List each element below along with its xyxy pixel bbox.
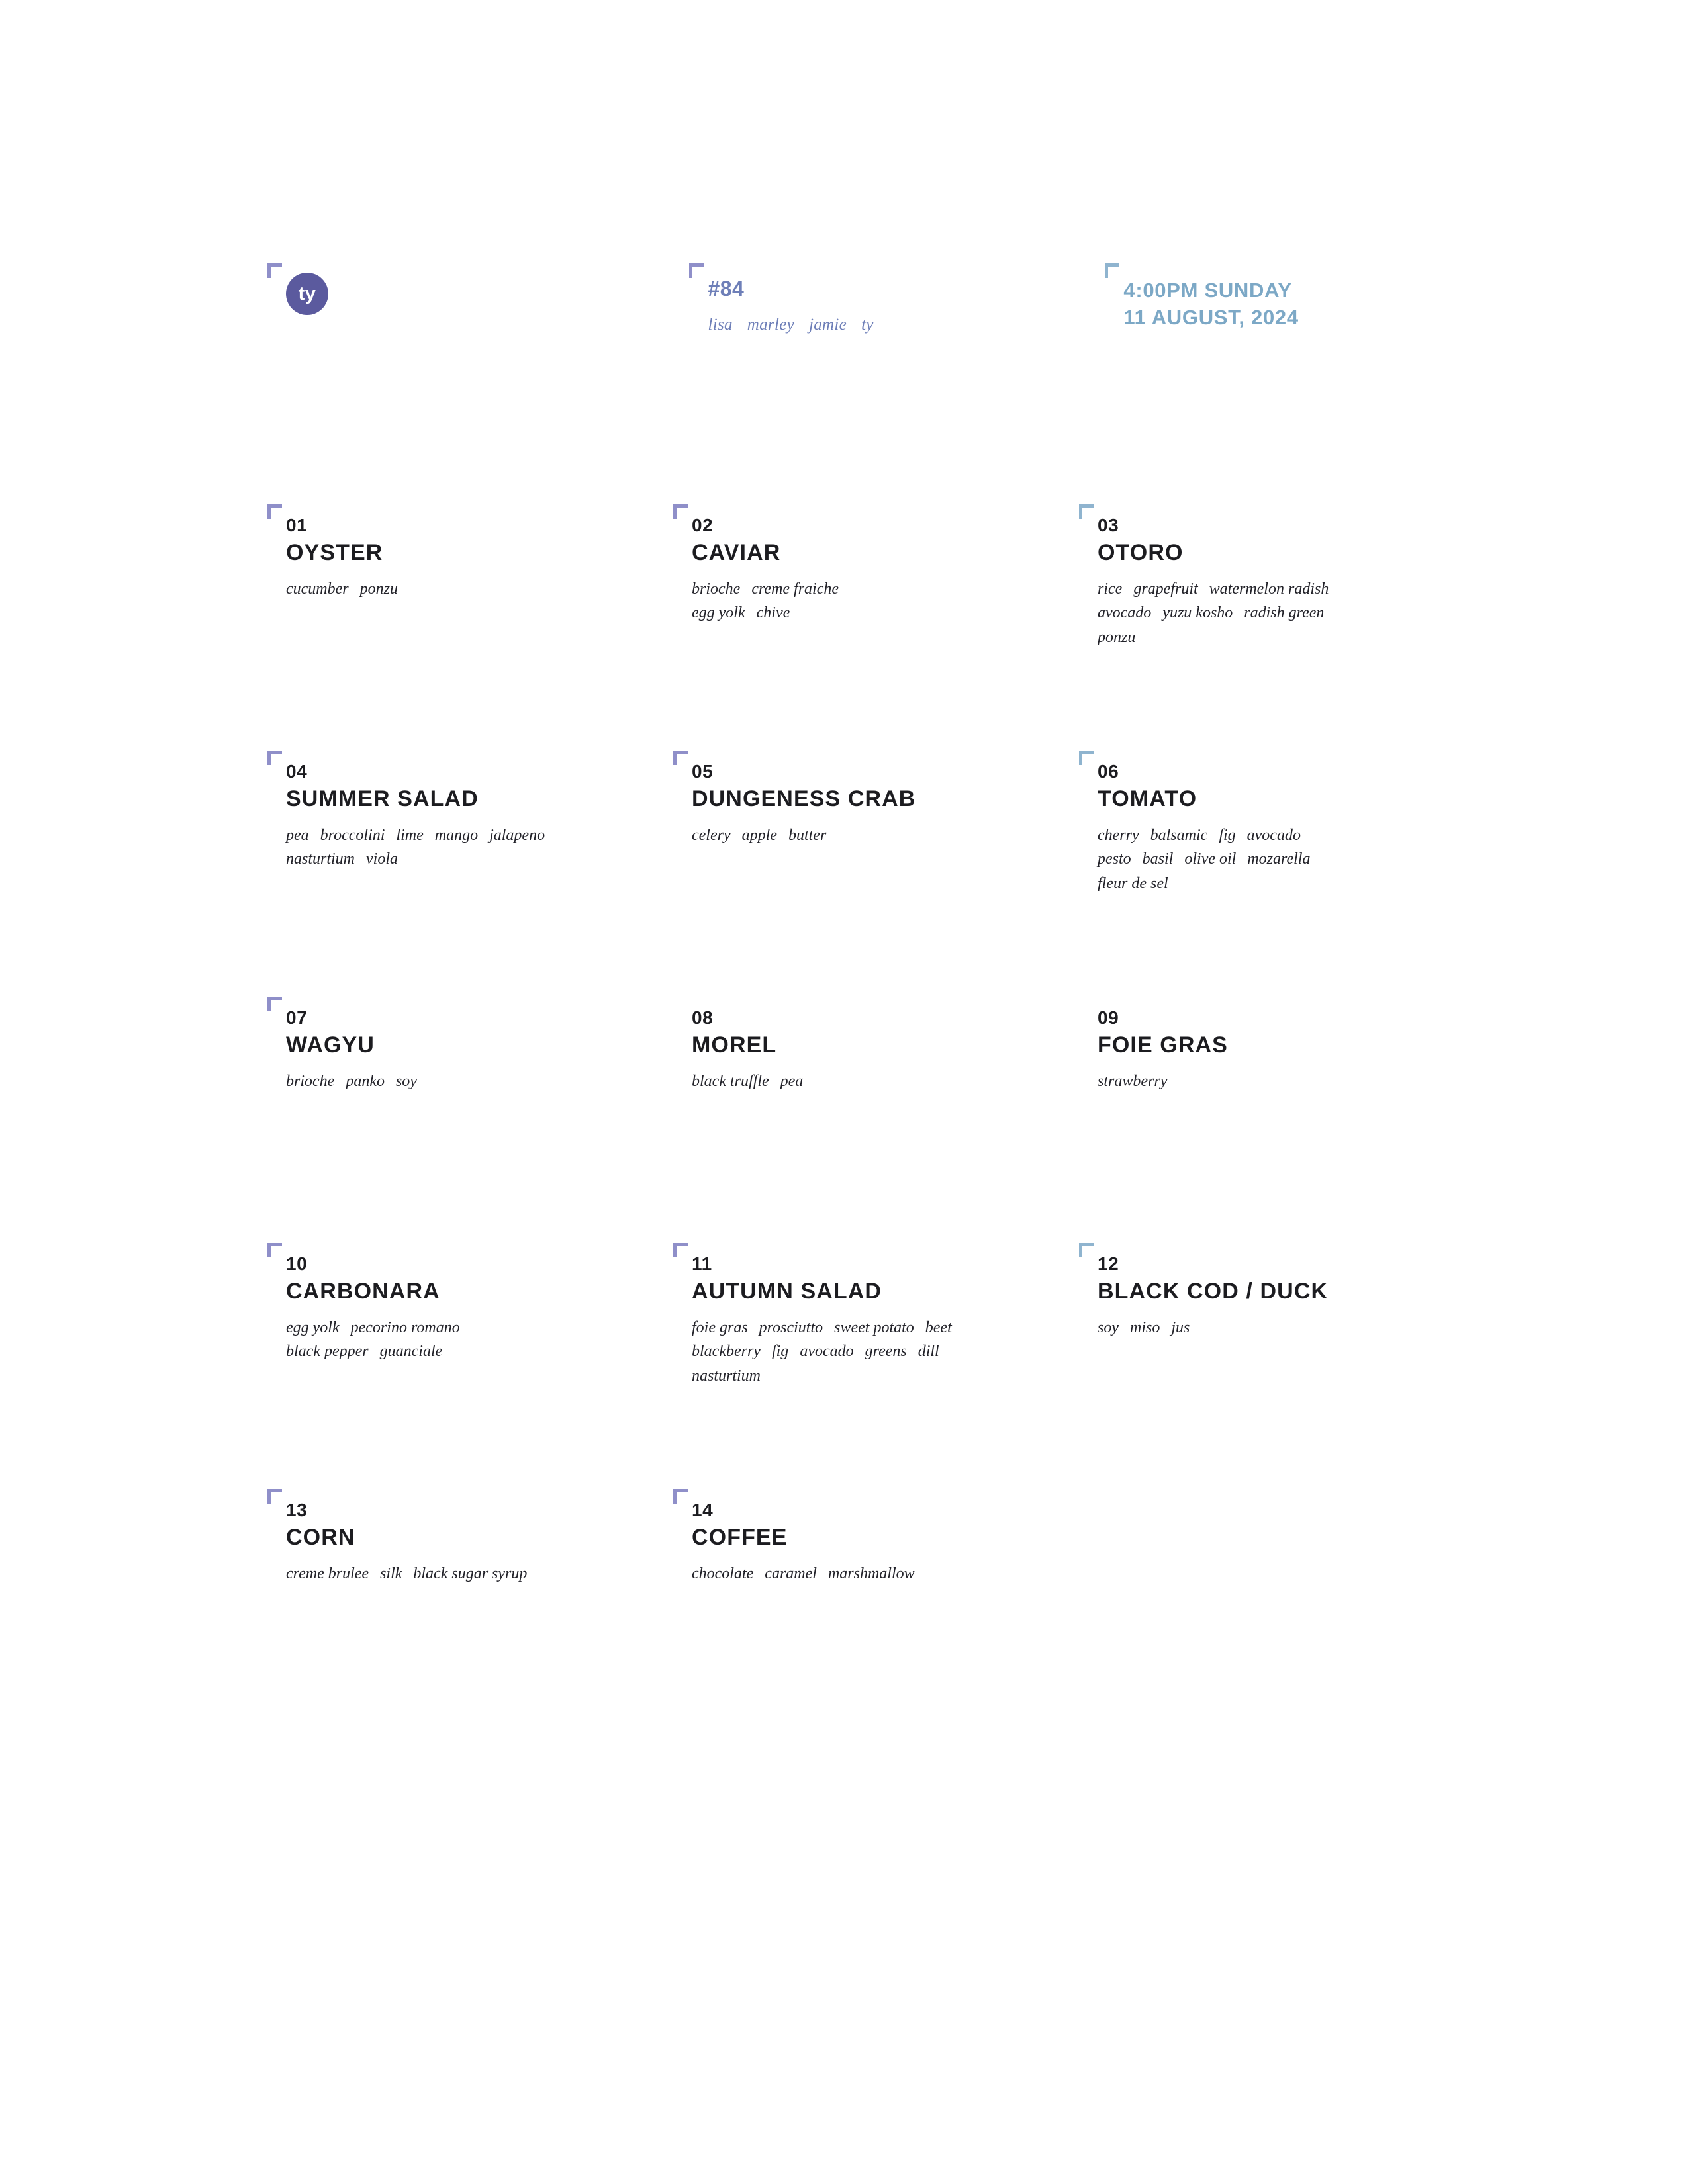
course-ingredients [692, 1316, 976, 1388]
course-item [1079, 751, 1439, 997]
ingredient: jalapeno [489, 826, 545, 844]
course-item [673, 997, 1079, 1243]
meal-number: #84 [708, 277, 745, 300]
course-number: 14 [692, 1500, 714, 1520]
corner-bracket-icon [1105, 263, 1119, 278]
ingredient: fig [771, 1343, 789, 1361]
ingredient: avocado [1246, 826, 1301, 844]
corner-bracket-icon [1079, 504, 1094, 519]
course-number: 02 [692, 515, 714, 535]
course-ingredients [692, 1069, 976, 1093]
course-item [1079, 997, 1439, 1243]
course-title: FOIE GRAS [1098, 1032, 1228, 1058]
course-title: COFFEE [692, 1525, 788, 1550]
course-ingredients [286, 1562, 571, 1586]
guest-name: jamie [809, 316, 847, 334]
corner-bracket-icon [267, 1489, 282, 1504]
course-title: TOMATO [1098, 786, 1197, 811]
course-ingredients [286, 1316, 571, 1364]
ingredient: blackberry [692, 1343, 761, 1361]
ingredient: butter [788, 826, 827, 844]
ingredient: jus [1171, 1318, 1190, 1336]
ingredient: black sugar syrup [413, 1565, 528, 1582]
course-number: 09 [1098, 1007, 1119, 1028]
ingredient: nasturtium [692, 1367, 761, 1385]
course-ingredients [1098, 823, 1382, 895]
ingredient: watermelon radish [1209, 580, 1329, 598]
course-number: 07 [286, 1007, 308, 1028]
ingredient: creme fraiche [751, 580, 839, 598]
corner-bracket-icon [1079, 1243, 1094, 1257]
course-number: 01 [286, 515, 308, 535]
course-title: CORN [286, 1525, 355, 1550]
course-item [673, 751, 1079, 997]
ingredient: marshmallow [827, 1565, 915, 1582]
ingredient: avocado [1098, 604, 1152, 622]
corner-bracket-icon [689, 263, 704, 278]
ingredient: miso [1130, 1318, 1160, 1336]
ingredient: avocado [800, 1343, 854, 1361]
ingredient: mozarella [1247, 850, 1311, 868]
ingredient: pecorino romano [350, 1318, 460, 1336]
course-title: MOREL [692, 1032, 777, 1058]
course-title: WAGYU [286, 1032, 375, 1058]
course-title: CAVIAR [692, 540, 781, 565]
course-item [267, 751, 673, 997]
ingredient: guanciale [379, 1343, 443, 1361]
course-item [267, 504, 673, 751]
event-datetime [1123, 277, 1432, 331]
ingredient: black pepper [286, 1343, 369, 1361]
ingredient: soy [1098, 1318, 1119, 1336]
ingredient: chocolate [692, 1565, 754, 1582]
course-number: 10 [286, 1253, 308, 1274]
course-grid [267, 504, 1439, 1735]
header-meal-column [689, 263, 1105, 334]
ingredient: ponzu [359, 580, 398, 598]
ingredient: rice [1098, 580, 1123, 598]
course-title: BLACK COD / DUCK [1098, 1279, 1329, 1304]
ingredient: strawberry [1098, 1072, 1168, 1090]
ingredient: pesto [1098, 850, 1131, 868]
course-ingredients [692, 823, 976, 847]
course-number: 03 [1098, 515, 1119, 535]
course-title: AUTUMN SALAD [692, 1279, 882, 1304]
ingredient: viola [366, 850, 399, 868]
ingredient: radish green [1244, 604, 1325, 622]
ingredient: panko [346, 1072, 385, 1090]
corner-bracket-icon [267, 504, 282, 519]
course-title: CARBONARA [286, 1279, 440, 1304]
course-ingredients [1098, 1316, 1382, 1340]
header-logo-column [267, 263, 689, 334]
course-title: OTORO [1098, 540, 1184, 565]
ingredient: chive [756, 604, 790, 622]
ingredient: fleur de sel [1098, 874, 1168, 892]
course-number: 12 [1098, 1253, 1119, 1274]
ingredient: soy [395, 1072, 417, 1090]
corner-bracket-icon [673, 1243, 688, 1257]
corner-bracket-icon [673, 504, 688, 519]
ingredient: prosciutto [759, 1318, 823, 1336]
ingredient: egg yolk [286, 1318, 340, 1336]
course-ingredients [692, 577, 976, 625]
guest-list [708, 316, 1105, 334]
corner-bracket-icon [673, 1489, 688, 1504]
course-ingredients [286, 823, 571, 872]
course-item [267, 1489, 673, 1735]
corner-bracket-icon [267, 263, 282, 278]
course-ingredients [1098, 1069, 1382, 1093]
ingredient: apple [741, 826, 777, 844]
ingredient: celery [692, 826, 731, 844]
ingredient: brioche [286, 1072, 335, 1090]
course-title: SUMMER SALAD [286, 786, 479, 811]
ingredient: caramel [765, 1565, 817, 1582]
guest-name: ty [861, 316, 874, 334]
ingredient: broccolini [320, 826, 385, 844]
course-item [267, 997, 673, 1243]
course-ingredients [286, 1069, 571, 1093]
ingredient: nasturtium [286, 850, 355, 868]
course-ingredients [692, 1562, 976, 1586]
course-item [267, 1243, 673, 1489]
guest-name: marley [747, 316, 795, 334]
course-number: 05 [692, 761, 714, 782]
ingredient: balsamic [1150, 826, 1208, 844]
ingredient: black truffle [692, 1072, 769, 1090]
course-number: 11 [692, 1253, 712, 1274]
event-time: 4:00PM SUNDAY [1123, 279, 1292, 302]
guest-name: lisa [708, 316, 733, 334]
logo-badge: ty [286, 273, 328, 315]
course-ingredients [1098, 577, 1382, 649]
course-ingredients [286, 577, 571, 601]
ingredient: pea [780, 1072, 804, 1090]
ingredient: olive oil [1184, 850, 1237, 868]
ingredient: basil [1142, 850, 1174, 868]
course-number: 06 [1098, 761, 1119, 782]
ingredient: greens [865, 1343, 907, 1361]
event-date: 11 AUGUST, 2024 [1123, 306, 1299, 330]
course-item [1079, 1243, 1439, 1489]
course-title: OYSTER [286, 540, 383, 565]
ingredient: egg yolk [692, 604, 745, 622]
course-number: 13 [286, 1500, 308, 1520]
ingredient: cucumber [286, 580, 349, 598]
course-item [1079, 504, 1439, 751]
ingredient: dill [917, 1343, 939, 1361]
course-item [673, 504, 1079, 751]
menu-header [267, 263, 1432, 334]
corner-bracket-icon [267, 1243, 282, 1257]
ingredient: creme brulee [286, 1565, 369, 1582]
corner-bracket-icon [1079, 751, 1094, 765]
ingredient: foie gras [692, 1318, 748, 1336]
ingredient: beet [925, 1318, 952, 1336]
course-number: 04 [286, 761, 308, 782]
corner-bracket-icon [267, 751, 282, 765]
ingredient: brioche [692, 580, 741, 598]
course-title: DUNGENESS CRAB [692, 786, 916, 811]
corner-bracket-icon [673, 751, 688, 765]
ingredient: pea [286, 826, 309, 844]
ingredient: grapefruit [1133, 580, 1198, 598]
ingredient: lime [396, 826, 424, 844]
ingredient: mango [434, 826, 479, 844]
course-item [673, 1489, 1079, 1735]
course-item [673, 1243, 1079, 1489]
ingredient: fig [1219, 826, 1236, 844]
ingredient: cherry [1098, 826, 1139, 844]
ingredient: silk [380, 1565, 402, 1582]
ingredient: sweet potato [834, 1318, 914, 1336]
course-number: 08 [692, 1007, 714, 1028]
corner-bracket-icon [267, 997, 282, 1011]
ingredient: ponzu [1098, 628, 1136, 646]
header-date-column [1105, 263, 1432, 334]
ingredient: yuzu kosho [1162, 604, 1233, 622]
